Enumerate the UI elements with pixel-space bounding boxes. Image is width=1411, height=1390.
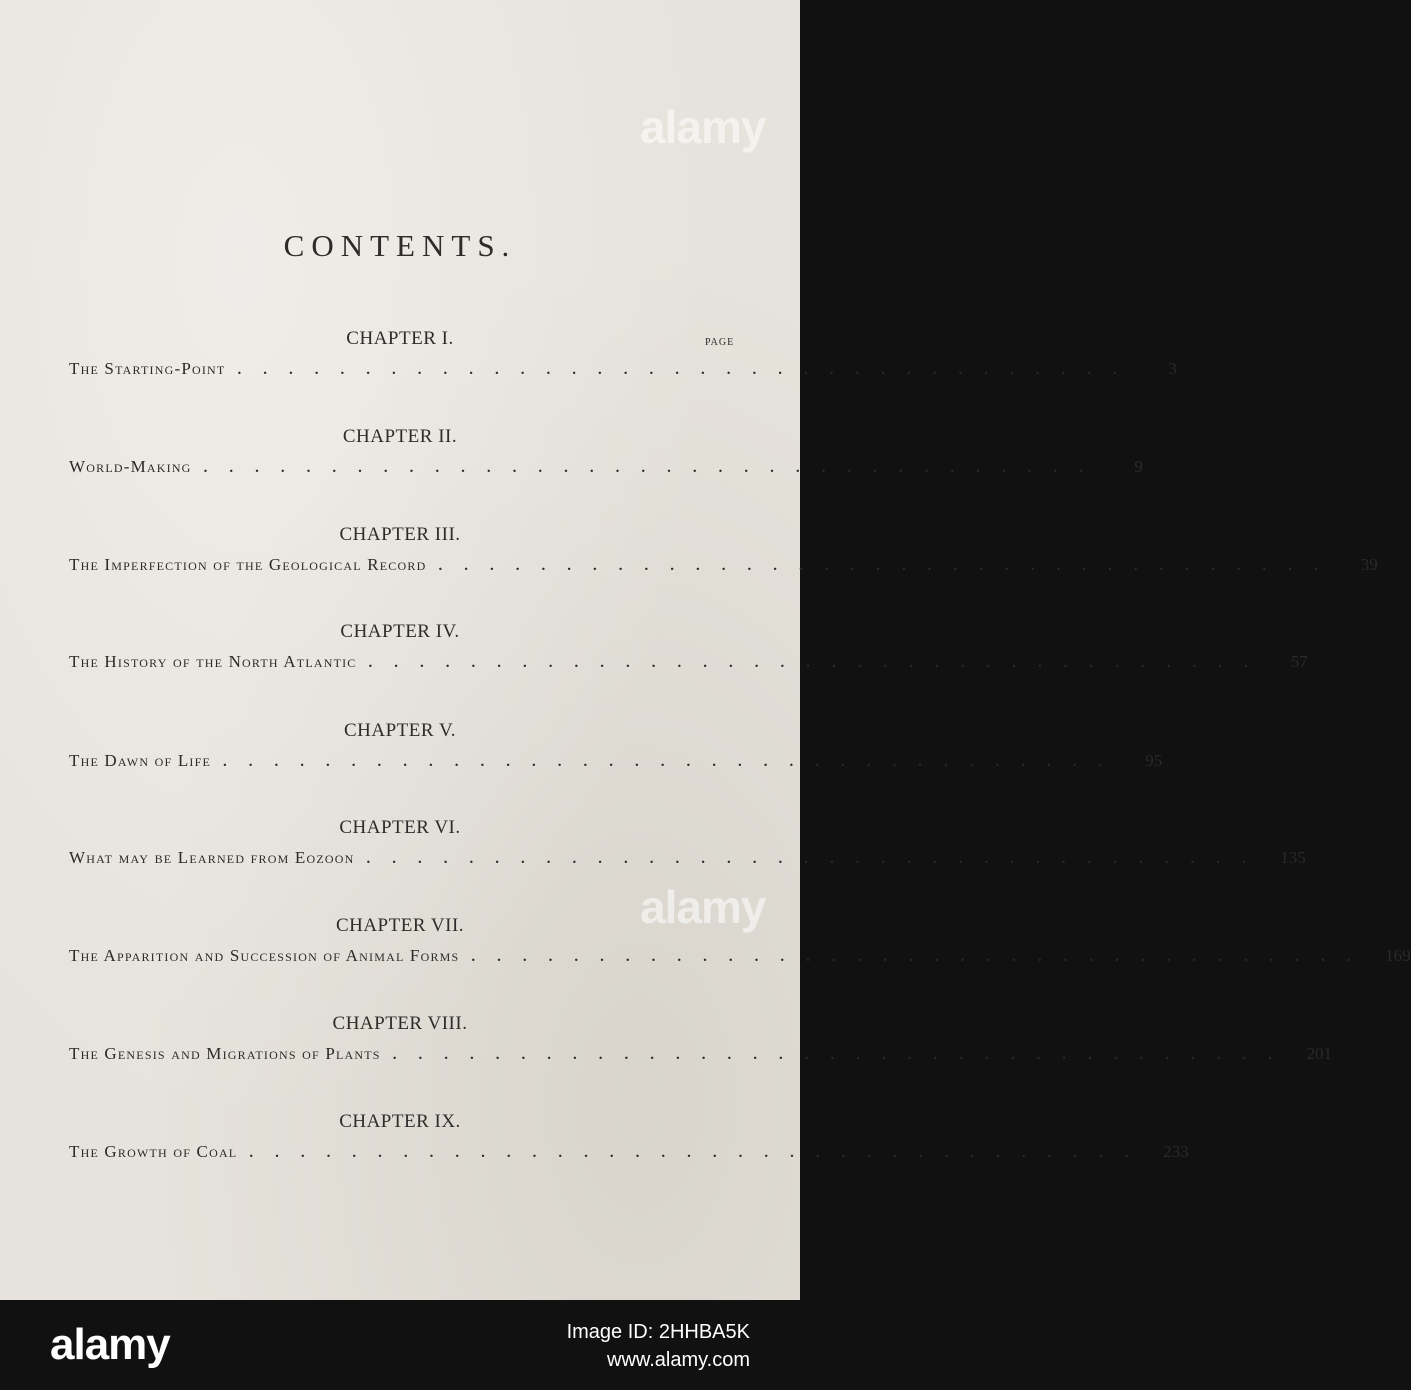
site-url: www.alamy.com	[607, 1349, 750, 1371]
dot-leader: ...................................	[223, 754, 1125, 770]
toc-line	[69, 555, 1378, 579]
page-column-label: PAGE	[705, 337, 735, 348]
chapter-title: The Dawn of Life	[69, 751, 212, 770]
watermark-middle: alamy	[640, 881, 766, 933]
page-number: 135	[1280, 848, 1306, 867]
watermark-top: alamy	[640, 101, 766, 153]
chapter-title: The Starting-Point	[69, 359, 226, 378]
stock-photo-footer	[0, 1300, 800, 1390]
chapter-title: The Genesis and Migrations of Plants	[69, 1044, 381, 1063]
image-id-block	[567, 1318, 750, 1374]
chapter-number: CHAPTER I.	[346, 328, 454, 349]
page-number: 3	[1168, 359, 1177, 378]
chapter-title: The Growth of Coal	[69, 1142, 238, 1161]
dot-leader: ...................................	[471, 949, 1373, 965]
toc-line	[69, 946, 1411, 970]
toc-line	[69, 359, 1177, 383]
page-number: 39	[1360, 555, 1378, 574]
chapter-number: CHAPTER V.	[344, 720, 456, 741]
toc-line	[69, 1142, 1189, 1166]
page-number: 9	[1134, 457, 1143, 476]
toc-line	[69, 652, 1308, 676]
page-number: 233	[1163, 1142, 1189, 1161]
chapter-number: CHAPTER VIII.	[332, 1013, 468, 1034]
chapter-number: CHAPTER IV.	[340, 621, 460, 642]
page-number: 57	[1290, 652, 1308, 671]
chapter-number: CHAPTER IX.	[339, 1111, 461, 1132]
chapter-title: The Imperfection of the Geological Record	[69, 555, 427, 574]
dot-leader: ...................................	[203, 460, 1105, 476]
chapter-number: CHAPTER III.	[339, 524, 461, 545]
chapter-title: World-Making	[69, 457, 192, 476]
dot-leader: ...................................	[237, 362, 1139, 378]
chapter-title: What may be Learned from Eozoon	[69, 848, 355, 867]
page-number: 201	[1306, 1044, 1332, 1063]
dot-leader: ...................................	[438, 558, 1340, 574]
chapter-number: CHAPTER VI.	[339, 817, 461, 838]
chapter-number: CHAPTER VII.	[335, 915, 465, 936]
dot-leader: ...................................	[249, 1145, 1151, 1161]
toc-line	[69, 1044, 1332, 1068]
toc-line	[69, 751, 1163, 775]
dot-leader: ...................................	[366, 851, 1268, 867]
alamy-logo: alamy	[50, 1320, 170, 1369]
chapter-number: CHAPTER II.	[342, 426, 458, 447]
page-number: 95	[1145, 751, 1163, 770]
dot-leader: ...................................	[368, 655, 1270, 671]
image-id: Image ID: 2HHBA5K	[566, 1321, 750, 1343]
page-number: 169	[1385, 946, 1411, 965]
contents-heading: CONTENTS.	[283, 228, 517, 263]
chapter-title: The History of the North Atlantic	[69, 652, 357, 671]
chapter-title: The Apparition and Succession of Animal Forms	[69, 946, 460, 965]
dot-leader: ...................................	[392, 1047, 1294, 1063]
toc-line	[69, 848, 1306, 872]
toc-line	[69, 457, 1143, 481]
